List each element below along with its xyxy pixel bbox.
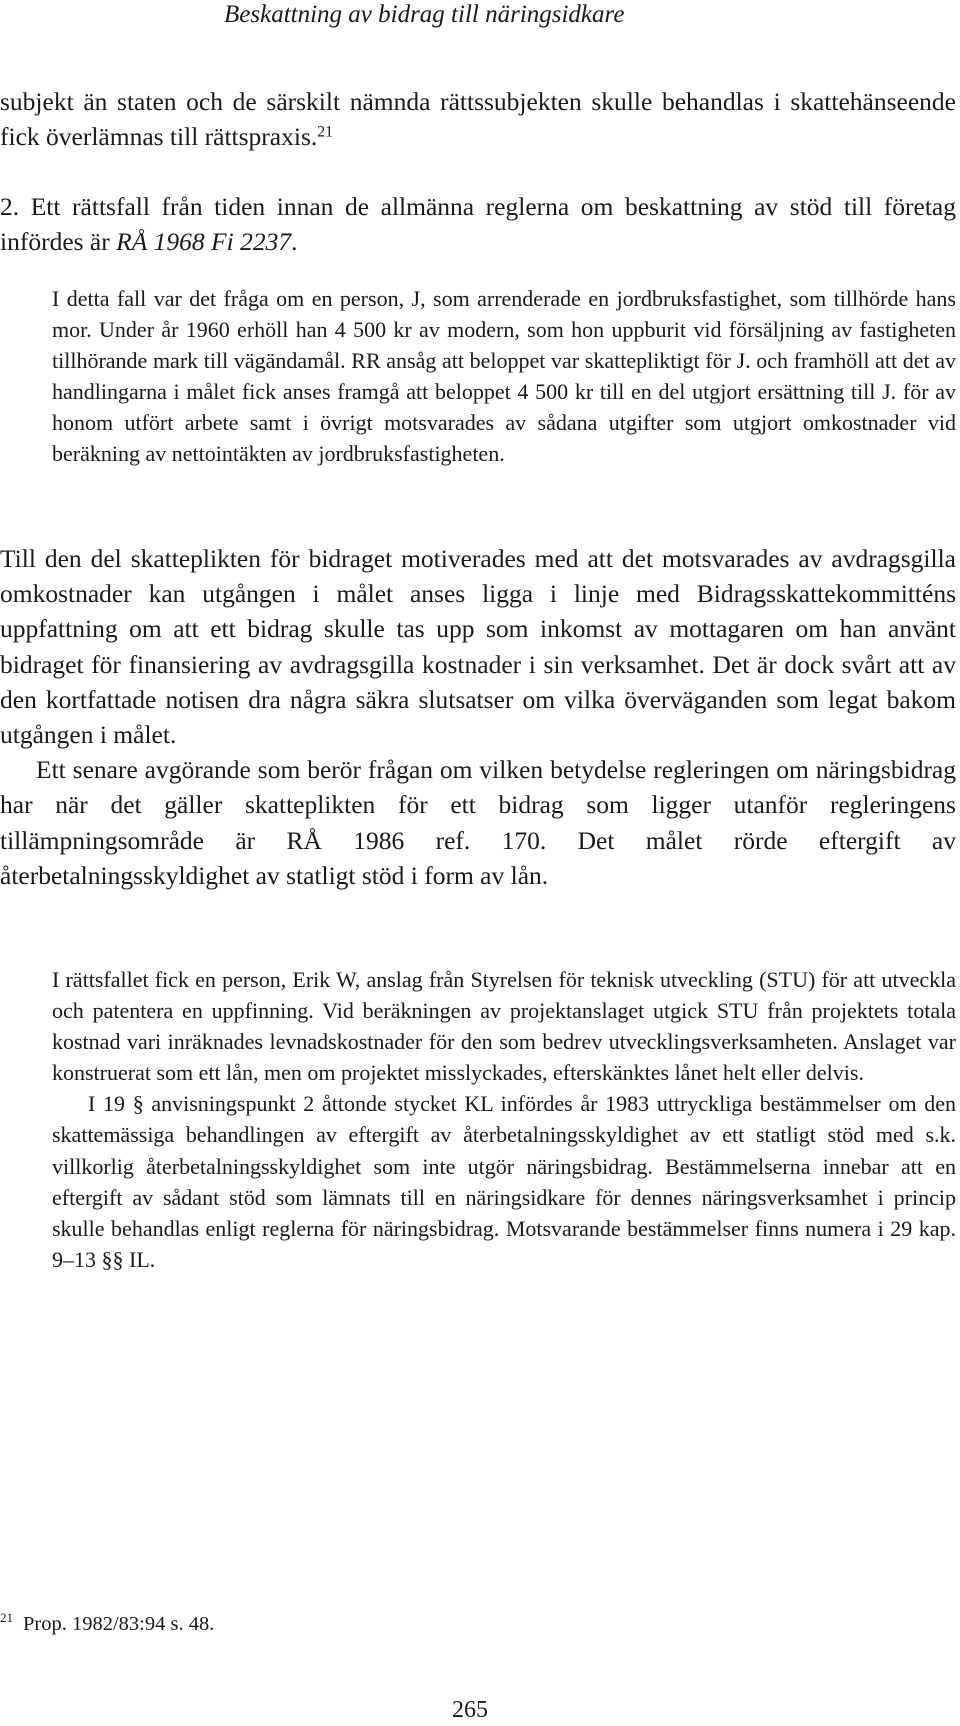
body-paragraphs <box>0 541 956 893</box>
footnote <box>0 1610 214 1637</box>
footnote-mark: 21 <box>0 1610 13 1625</box>
quote-paragraph: I rättsfallet fick en person, Erik W, anslag från Styrelsen för teknisk utveckling (STU) för att utveckla och patentera en uppfinning. Vid beräkningen av projektanslaget utgick STU från projektets totala kostnad vari inräknades levnadskostnader för den som bedrev utvecklingsverksamheten. Anslaget var konstruerat som ett lån, men om projektet misslyckades, efterskänktes lånet helt eller delvis. <box>52 967 956 1086</box>
paragraph-end: . <box>291 227 298 257</box>
case-reference: RÅ 1968 Fi 2237 <box>116 227 292 257</box>
case-summary-quote <box>52 964 956 1275</box>
case-summary-quote <box>52 283 956 470</box>
body-paragraph: Till den del skatteplikten för bidraget motiverades med att det motsvarades av avdragsgilla omkostnader kan utgången i målet anses ligga i linje med Bidragsskattekommitténs uppfattning om att ett bidrag skulle tas upp som inkomst av mottagaren om han använt bidraget för finansiering av avdragsgilla kostnader i sin verksamhet. Det är dock svårt att av den kortfattade notisen dra några säkra slutsatser om vilka överväganden som legat bakom utgången i målet. <box>0 544 956 750</box>
body-paragraph-case-intro <box>0 189 956 259</box>
quote-paragraph: I 19 § anvisningspunkt 2 åttonde stycket KL infördes år 1983 uttryckliga bestämmelser om den skattemässiga behandlingen av eftergift av återbetalningsskyldighet av ett statligt stöd med s.k. villkorlig återbetalningsskyldighet som inte utgör näringsbidrag. Bestämmelserna innebar att en eftergift av sådant stöd som lämnats till en näringsidkare för dennes näringsverksamhet i princip skulle behandlas enligt reglerna för näringsbidrag. Motsvarande bestämmelser finns numera i 29 kap. 9–13 §§ IL. <box>52 1091 956 1272</box>
paragraph-text: subjekt än staten och de särskilt nämnda rättssubjekten skulle behandlas i skattehänseende fick överlämnas till rättspraxis. <box>0 87 956 152</box>
quote-paragraph: I detta fall var det fråga om en person, J, som arrenderade en jordbruksfastighet, som tillhörde hans mor. Under år 1960 erhöll han 4 500 kr av modern, som hon uppburit vid försäljning av fastigheten tillhörande mark till vägändamål. RR ansåg att beloppet var skattepliktigt för J. och framhöll att det av handlingarna i målet fick anses framgå att beloppet 4 500 kr till en del utgjort ersättning till J. för av honom utfört arbete samt i övrigt motsvarades av sådana utgifter som utgjort omkostnader vid beräkning av nettointäkten av jordbruksfastigheten. <box>52 286 956 467</box>
body-paragraph-continued <box>0 84 956 154</box>
page-number: 265 <box>452 1697 488 1723</box>
footnote-reference: 21 <box>317 123 334 141</box>
body-paragraph: Ett senare avgörande som berör frågan om vilken betydelse regleringen om näringsbidrag har när det gäller skatteplikten för ett bidrag som ligger utanför regleringens tillämpningsområde är RÅ 1986 ref. 170. Det målet rörde eftergift av återbetalningsskyldighet av statligt stöd i form av lån. <box>0 755 956 890</box>
footnote-text: Prop. 1982/83:94 s. 48. <box>23 1613 215 1635</box>
paragraph-text: 2. Ett rättsfall från tiden innan de allmänna reglerna om beskattning av stöd till företag infördes är <box>0 192 956 257</box>
running-header: Beskattning av bidrag till näringsidkare <box>224 1 625 28</box>
